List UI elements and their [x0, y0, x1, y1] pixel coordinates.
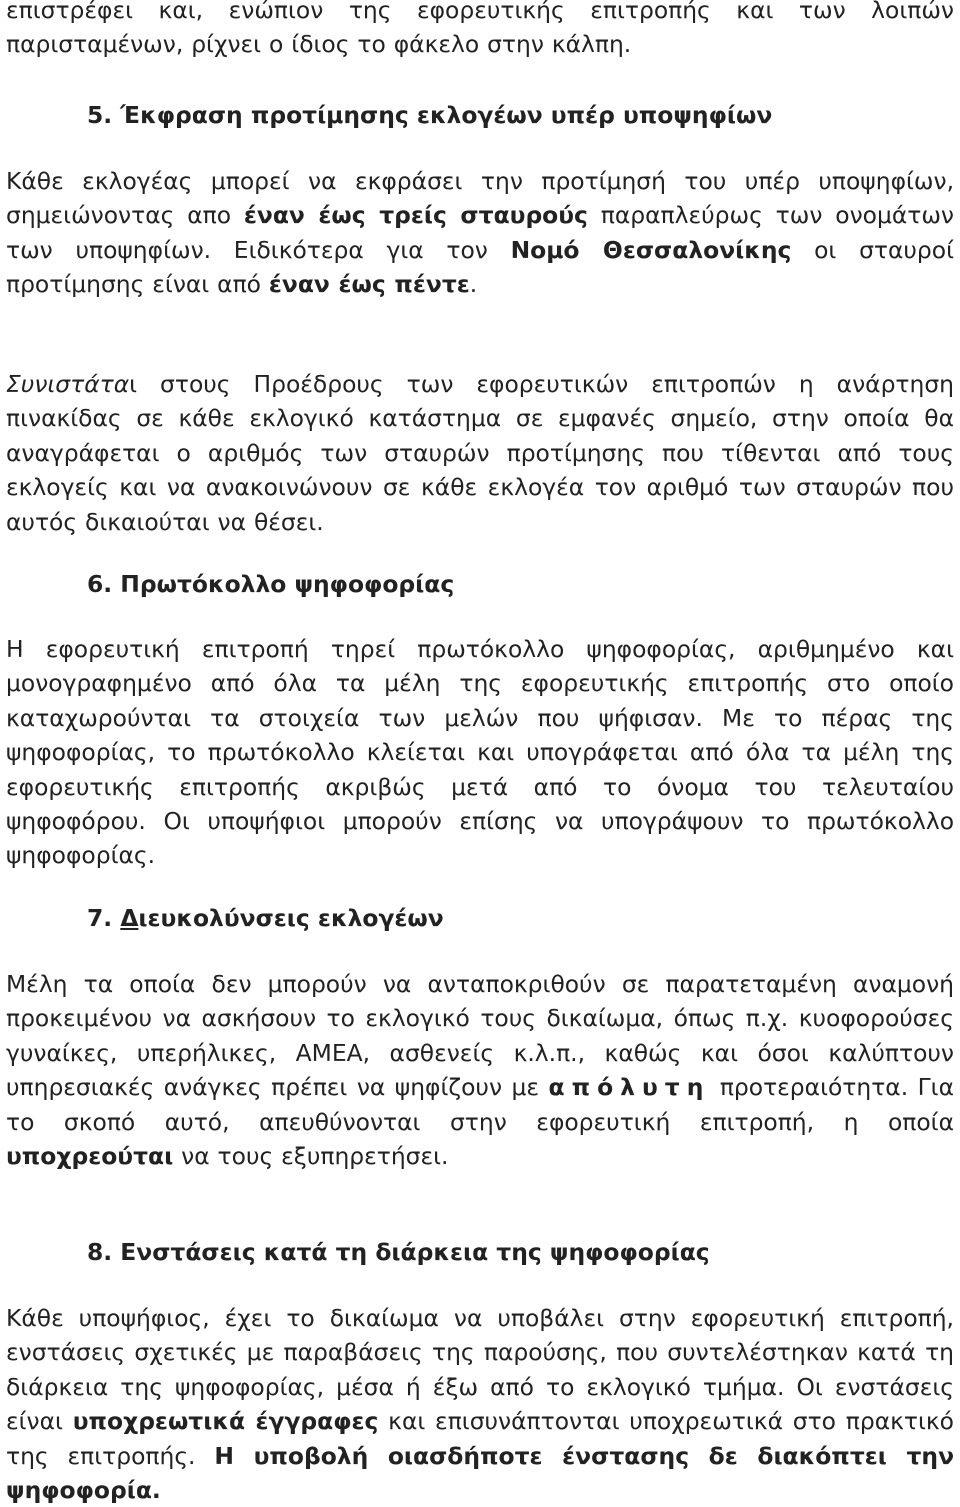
intro-text: επιστρέφει και, ενώπιον της εφορευτικής επιτροπής και των λοιπών παρισταμένων, ρίχνει ο ίδιος το φάκελο στην κάλπη.	[6, 0, 954, 59]
text-run: οι σταυροί προτίμησης είναι από	[6, 235, 954, 299]
text-run: και επισυνάπτονται υποχρεωτικά στο πρακτικό της επιτροπής.	[6, 1407, 954, 1470]
bold-run: υποχρεωτικά έγγραφες	[72, 1407, 379, 1436]
text-run: παραπλεύρως των ονομάτων των υποψηφίων. Ειδικότερα για τον	[6, 201, 954, 264]
bold-spaced-run: απόλυτη	[548, 1073, 711, 1102]
section-7-heading	[87, 901, 444, 935]
bold-run: υποχρεούται	[6, 1142, 174, 1171]
text-run: Κάθε υποψήφιος, έχει το δικαίωμα να υποβάλει στην εφορευτική επιτροπή, ενστάσεις σχετικές με παραβάσεις της παρούσης, που συντελέστηκαν κατά τη διάρκεια της ψηφοφορίας, μέσα ή έξω από το εκλογικό τμήμα. Οι ενστάσεις είναι	[6, 1304, 954, 1436]
section-5-heading: 5. Έκφραση προτίμησης εκλογέων υπέρ υποψηφίων	[87, 101, 773, 129]
section-8-heading: 8. Ενστάσεις κατά τη διάρκεια της ψηφοφορίας	[87, 1238, 710, 1266]
section-7-paragraph-1	[6, 967, 954, 1173]
text-run: Κάθε εκλογέας μπορεί να εκφράσει την προτίμησή του υπέρ υποψηφίων, σημειώνοντας απο	[6, 167, 954, 230]
bold-run: έναν έως πέντε	[268, 270, 470, 299]
text-run: ι στους Προέδρους των εφορευτικών επιτροπών η ανάρτηση πινακίδας σε κάθε εκλογικό κατάστημα σε εμφανές σημείο, στην οποία θα αναγράφεται ο αριθμός των σταυρών προτίμησης που τίθενται από τους εκλογείς και να ανακοινώνουν σε κάθε εκλογέα τον αριθμό των σταυρών που αυτός δικαιούται να θέσει.	[6, 370, 954, 536]
section-6-paragraph-1	[6, 632, 954, 873]
text-run: προτεραιότητα. Για το σκοπό αυτό, απευθύνονται στην εφορευτική επιτροπή, η οποία	[6, 1073, 954, 1136]
section-5-paragraph-1	[6, 164, 954, 302]
bold-run: έναν έως τρείς σταυρούς	[243, 201, 588, 230]
bold-run: Νομό Θεσσαλονίκης	[510, 235, 792, 264]
section-8-paragraph-1	[6, 1301, 954, 1507]
text-run: Μέλη τα οποία δεν μπορούν να ανταποκριθούν σε παρατεταμένη αναμονή προκειμένου να ασκήσουν το εκλογικό τους δικαίωμα, όπως π.χ. κυοφορούσες γυναίκες, υπερήλικες, ΑΜΕΑ, ασθενείς κ.λ.π., καθώς και όσοι καλύπτουν υπηρεσιακές ανάγκες πρέπει να ψηφίζουν με	[6, 970, 954, 1102]
text-run: .	[469, 270, 478, 299]
heading-underlined-letter: Δ	[120, 904, 139, 932]
intro-paragraph	[6, 0, 954, 62]
heading-text: ιευκολύνσεις εκλογέων	[138, 904, 444, 932]
heading-number: 7.	[87, 904, 121, 932]
section-5-paragraph-2	[6, 367, 954, 539]
bold-run: Η υποβολή οιασδήποτε ένστασης δε διακόπτει την ψηφοφορία.	[6, 1441, 954, 1505]
italic-run: Συνιστάτα	[6, 370, 130, 398]
text-run: να τους εξυπηρετήσει.	[173, 1142, 449, 1171]
text-run: Η εφορευτική επιτροπή τηρεί πρωτόκολλο ψηφοφορίας, αριθμημένο και μονογραφημένο από όλα τα μέλη της εφορευτικής επιτροπής στο οποίο καταχωρούνται τα στοιχεία των μελών που ψήφισαν. Με το πέρας της ψηφοφορίας, το πρωτόκολλο κλείεται και υπογράφεται από όλα τα μέλη της εφορευτικής επιτροπής ακριβώς μετά από το όνομα του τελευταίου ψηφοφόρου. Οι υποψήφιοι μπορούν επίσης να υπογράψουν το πρωτόκολλο ψηφοφορίας.	[6, 635, 954, 870]
section-6-heading: 6. Πρωτόκολλο ψηφοφορίας	[87, 570, 455, 598]
